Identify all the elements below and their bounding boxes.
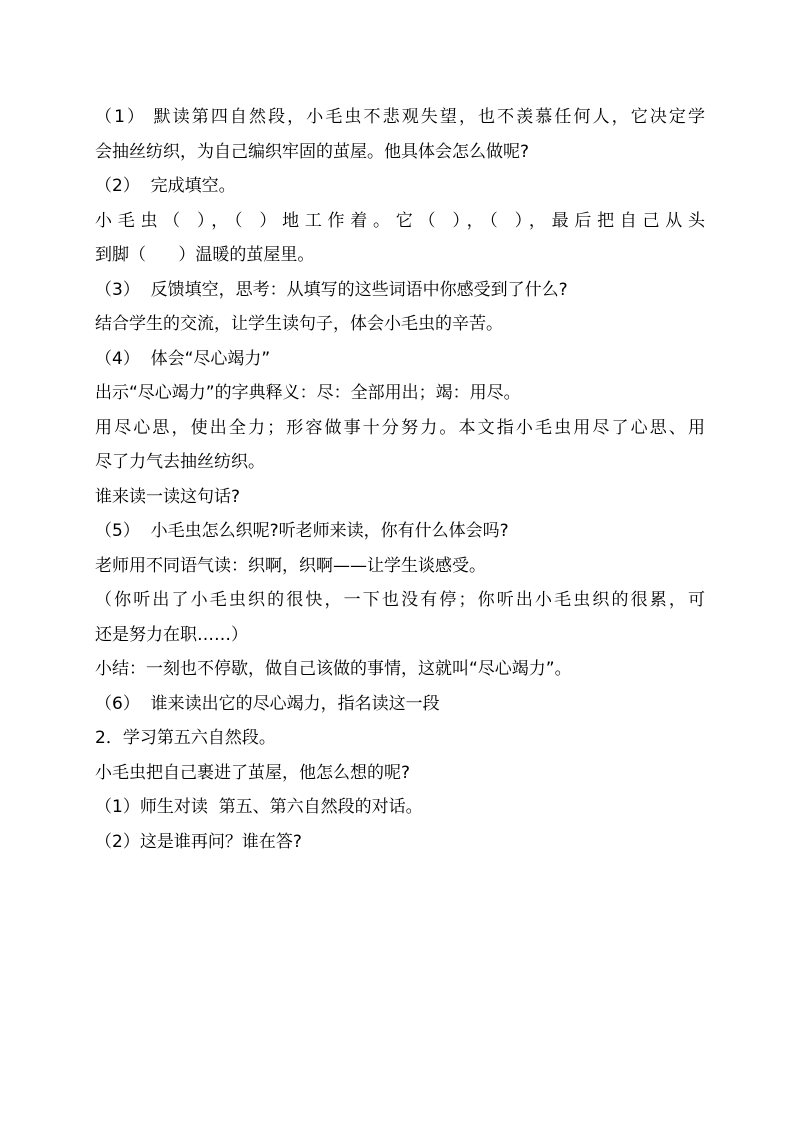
- paragraph-line: 小毛虫把自己裹进了茧屋，他怎么想的呢?: [95, 762, 411, 783]
- paragraph-line: 谁来读一读这句话?: [95, 486, 241, 507]
- paragraph-line: 结合学生的交流，让学生读句子，体会小毛虫的辛苦。: [95, 314, 503, 334]
- paragraph-line: （你听出了小毛虫织的很快，一下也没有停；你听出小毛虫织的很累，可: [95, 590, 705, 610]
- paragraph-line: 用尽心思，使出全力；形容做事十分努力。本文指小毛虫用尽了心思、用: [95, 417, 705, 438]
- paragraph-line: （6） 谁来读出它的尽心竭力，指名读这一段: [95, 693, 440, 714]
- paragraph-line: 2．学习第五六自然段。: [95, 728, 276, 748]
- paragraph-line: （1）师生对读 第五、第六自然段的对话。: [95, 797, 423, 817]
- paragraph-line: （3） 反馈填空，思考：从填写的这些词语中你感受到了什么?: [95, 279, 568, 300]
- paragraph-line: 小结：一刻也不停歇，做自己该做的事情，这就叫“尽心竭力”。: [95, 659, 572, 679]
- paragraph-line: 老师用不同语气读：织啊，织啊——让学生谈感受。: [95, 555, 486, 576]
- paragraph-line: 到脚（ ）温暖的茧屋里。: [95, 245, 315, 265]
- paragraph-line: （5） 小毛虫怎么织呢?听老师来读，你有什么体会吗?: [95, 521, 509, 541]
- document-body: [95, 100, 705, 859]
- paragraph-line: （2） 完成填空。: [95, 176, 236, 196]
- paragraph-line: （4） 体会“尽心竭力”: [95, 348, 271, 369]
- paragraph-line: 出示“尽心竭力”的字典释义：尽：全部用出；竭：用尽。: [95, 383, 521, 403]
- paragraph-line: 小毛虫（ ），（ ）地工作着。它（ ），（ ），最后把自己从头: [95, 210, 705, 231]
- paragraph-line: （2）这是谁再问？谁在答?: [95, 831, 302, 852]
- paragraph-line: 还是努力在职……）: [95, 624, 248, 645]
- paragraph-line: （1） 默读第四自然段，小毛虫不悲观失望，也不羡慕任何人，它决定学: [95, 107, 705, 127]
- paragraph-line: 尽了力气去抽丝纺织。: [95, 452, 265, 472]
- paragraph-line: 会抽丝纺织，为自己编织牢固的茧屋。他具体会怎么做呢?: [95, 141, 530, 162]
